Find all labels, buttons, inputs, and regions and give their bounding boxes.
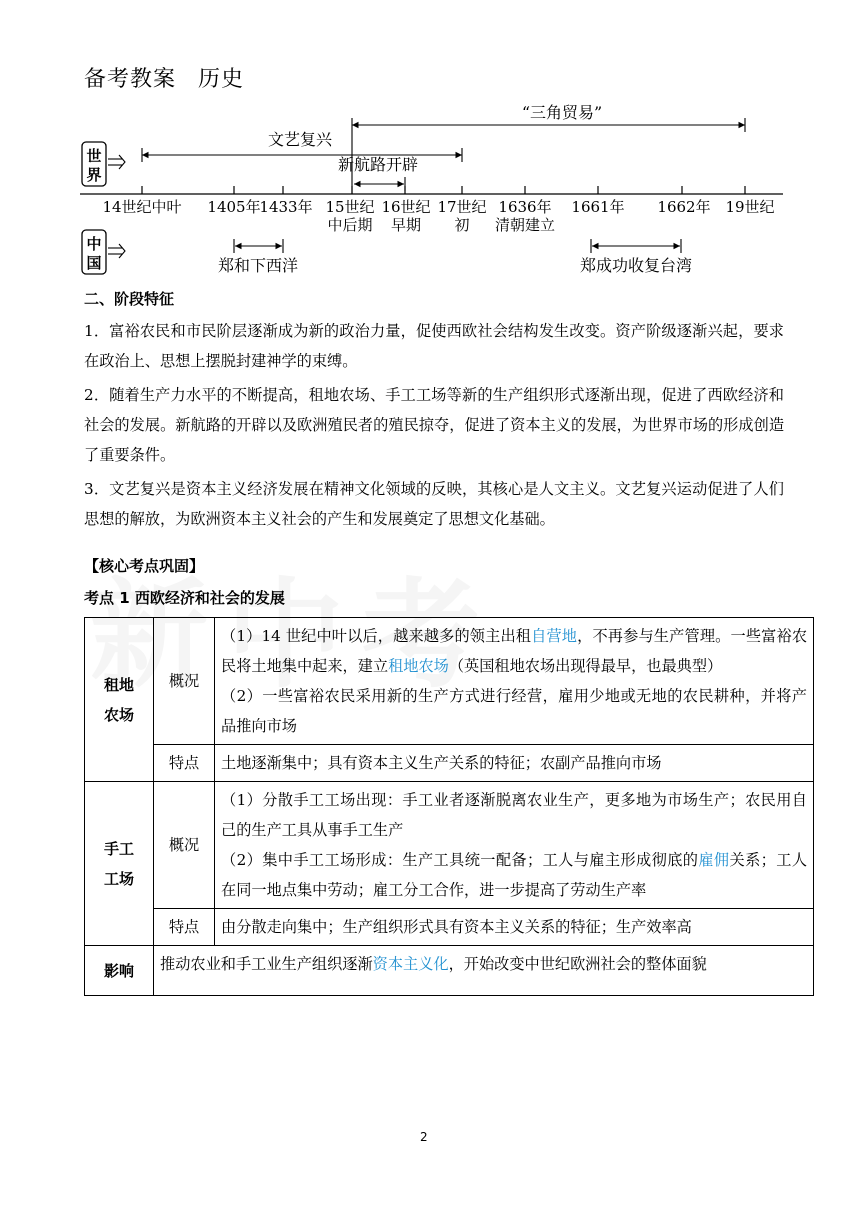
tick-label-1: 14世纪中叶 [102, 198, 182, 216]
tick-label-10: 19世纪 [725, 198, 775, 216]
tick-label-9: 1662年 [657, 198, 711, 216]
paragraph-3: 3．文艺复兴是资本主义经济发展在精神文化领域的反映，其核心是人文主义。文艺复兴运动促进了人们思想的解放，为欧洲资本主义社会的产生和发展奠定了思想文化基础。 [84, 480, 784, 528]
impact-category: 影响 [85, 946, 154, 996]
tick-label-2: 1405年 [207, 198, 261, 216]
timeline-diagram [0, 100, 860, 290]
development-table [84, 617, 814, 996]
table-row [85, 745, 814, 782]
workshop-feature-label: 特点 [154, 909, 215, 946]
workshop-overview-label: 概况 [154, 782, 215, 909]
table-row [85, 909, 814, 946]
workshop-overview: （1）分散手工工场出现：手工业者逐渐脱离农业生产，更多地为市场生产；农民用自己的生产工具从事手工生产 （2）集中手工工场形成：生产工具统一配备；工人与雇主形成彻底的雇佣关系；工人在同一地点集中劳动；雇工分工合作，进一步提高了劳动生产率 [215, 782, 814, 909]
china-label-2: 国 [86, 254, 102, 272]
china-arrow-icon [108, 244, 125, 258]
paragraph-2: 2．随着生产力水平的不断提高，租地农场、手工工场等新的生产组织形式逐渐出现，促进了西欧经济和社会的发展。新航路的开辟以及欧洲殖民者的殖民掠夺，促进了资本主义的发展，为世界市场的形成创造了重要条件。 [84, 386, 784, 464]
farm-category: 租地 农场 [85, 618, 154, 782]
world-label-1: 世 [86, 147, 102, 165]
header-left: 备考教案 [84, 67, 177, 92]
tick-label-4: 15世纪 [325, 198, 375, 216]
page-header [84, 62, 244, 93]
renaissance-label: 文艺复兴 [267, 130, 333, 149]
workshop-category: 手工 工场 [85, 782, 154, 946]
tick-label-5b: 早期 [390, 216, 422, 234]
tick-label-7b: 清朝建立 [494, 216, 556, 234]
tick-label-5: 16世纪 [381, 198, 431, 216]
zheng-he-label: 郑和下西洋 [217, 256, 299, 275]
farm-overview-label: 概况 [154, 618, 215, 745]
china-label-1: 中 [86, 235, 102, 253]
table-row [85, 618, 814, 745]
tick-label-6b: 初 [454, 216, 470, 234]
workshop-feature: 由分散走向集中；生产组织形式具有资本主义关系的特征；生产效率高 [215, 909, 814, 946]
zheng-chenggong-label: 郑成功收复台湾 [579, 256, 693, 275]
tick-label-3: 1433年 [259, 198, 313, 216]
farm-feature: 土地逐渐集中；具有资本主义生产关系的特征；农副产品推向市场 [215, 745, 814, 782]
table-row [85, 782, 814, 909]
table-row [85, 946, 814, 996]
header-right: 历史 [198, 67, 245, 92]
tick-label-4b: 中后期 [327, 216, 373, 234]
tick-label-6: 17世纪 [437, 198, 487, 216]
triangle-trade-label: “三角贸易” [521, 103, 603, 122]
impact-text: 推动农业和手工业生产组织逐渐资本主义化，开始改变中世纪欧洲社会的整体面貌 [154, 946, 814, 996]
section-title-stage: 二、阶段特征 [84, 290, 175, 308]
farm-overview: （1）14 世纪中叶以后，越来越多的领主出租自营地，不再参与生产管理。一些富裕农民将土地集中起来，建立租地农场（英国租地农场出现得最早，也最典型） （2）一些富裕农民采用新的生产方式进行经营，雇用少地或无地的农民耕种，并将产品推向市场 [215, 618, 814, 745]
tick-label-8: 1661年 [571, 198, 625, 216]
paragraph-1: 1．富裕农民和市民阶层逐渐成为新的政治力量，促使西欧社会结构发生改变。资产阶级逐渐兴起，要求在政治上、思想上摆脱封建神学的束缚。 [84, 322, 784, 370]
world-label-2: 界 [86, 166, 102, 184]
point-title: 考点 1 西欧经济和社会的发展 [84, 589, 285, 607]
page-number: 2 [420, 1130, 428, 1144]
farm-feature-label: 特点 [154, 745, 215, 782]
world-arrow-icon [108, 155, 125, 169]
new-route-label: 新航路开辟 [337, 155, 419, 174]
core-title: 【核心考点巩固】 [84, 557, 205, 575]
tick-label-7: 1636年 [498, 198, 552, 216]
